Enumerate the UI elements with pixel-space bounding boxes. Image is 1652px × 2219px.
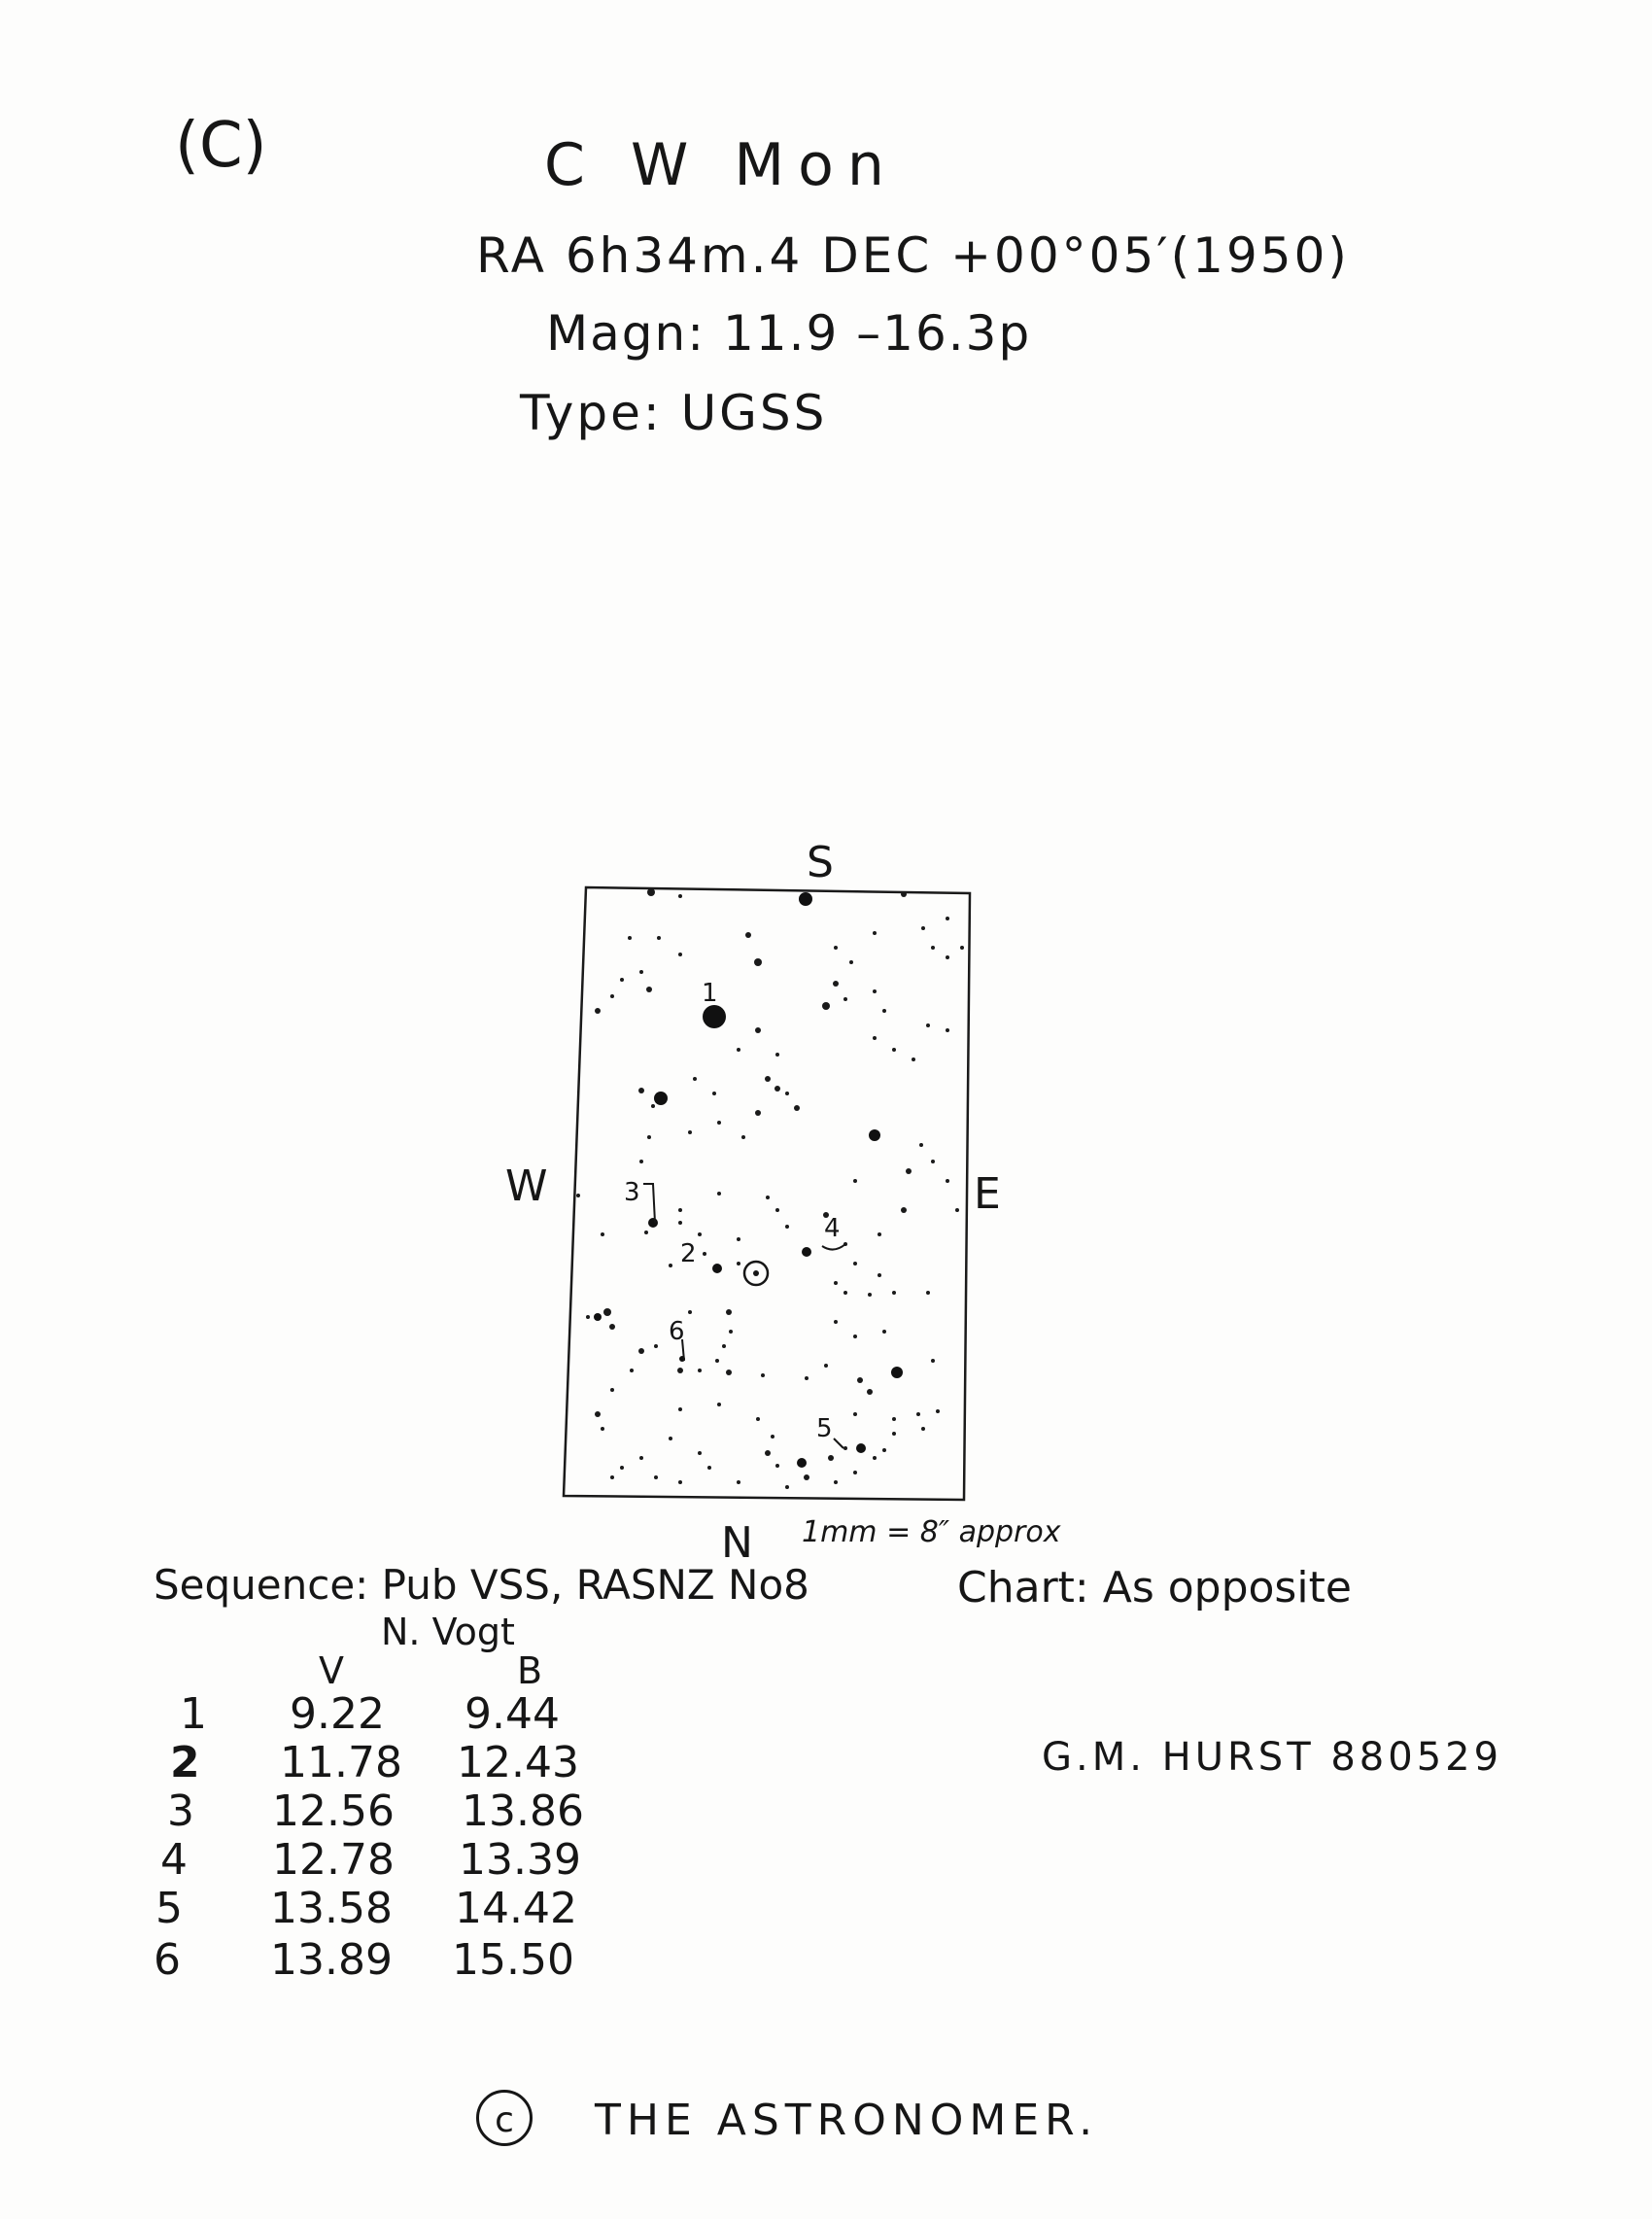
bright-star — [799, 892, 812, 906]
field-star — [756, 1417, 760, 1421]
field-star — [873, 1456, 877, 1460]
field-star — [755, 1027, 761, 1033]
comp-label-1: 1 — [702, 979, 718, 1008]
field-star — [878, 1232, 881, 1236]
comp-label-5: 5 — [816, 1414, 833, 1443]
field-star — [628, 936, 632, 940]
field-star — [737, 1480, 740, 1484]
coordinates: RA 6h34m.4 DEC +00°05′(1950) — [476, 227, 1350, 284]
field-star — [804, 1474, 809, 1480]
field-star — [931, 946, 935, 950]
field-star — [882, 1448, 886, 1452]
field-star — [677, 1368, 683, 1373]
field-star — [878, 1273, 881, 1277]
row-6-b: 15.50 — [452, 1935, 574, 1985]
label-east: E — [974, 1169, 1001, 1219]
field-star — [698, 1451, 702, 1455]
star-name: C W Mon — [544, 131, 898, 199]
field-star — [761, 1373, 765, 1377]
field-star — [715, 1359, 719, 1363]
field-star — [601, 1232, 604, 1236]
column-header-v: V — [319, 1649, 344, 1692]
chart-note: Chart: As opposite — [957, 1563, 1352, 1612]
comp-label-3: 3 — [624, 1178, 640, 1207]
row-4-b: 13.39 — [459, 1835, 581, 1885]
field-star — [919, 1143, 923, 1147]
field-star — [647, 888, 655, 896]
bright-star — [654, 1092, 668, 1105]
field-star — [882, 1009, 886, 1013]
field-star — [892, 1417, 896, 1421]
field-star — [834, 1320, 838, 1324]
row-2-id: 2 — [170, 1738, 200, 1787]
field-star — [766, 1196, 770, 1199]
field-star — [576, 1194, 580, 1197]
bright-star — [703, 1005, 726, 1028]
field-star — [912, 1057, 915, 1061]
field-star — [717, 1403, 721, 1406]
field-star — [873, 931, 877, 935]
row-1-b: 9.44 — [465, 1689, 560, 1739]
field-star — [822, 1002, 830, 1010]
field-star — [729, 1330, 733, 1334]
comp-leader-4 — [822, 1244, 845, 1250]
field-star — [737, 1048, 740, 1052]
field-star — [638, 1088, 644, 1093]
field-star — [785, 1485, 789, 1489]
field-star — [960, 946, 964, 950]
field-star — [828, 1455, 834, 1461]
field-star — [834, 946, 838, 950]
bright-star — [594, 1313, 602, 1321]
bright-star — [802, 1247, 811, 1257]
field-star — [794, 1105, 800, 1111]
sequence-author: N. Vogt — [381, 1611, 515, 1653]
row-5-id: 5 — [155, 1884, 183, 1933]
comp-leader-5 — [834, 1439, 843, 1448]
field-star — [946, 955, 949, 959]
row-3-b: 13.86 — [462, 1786, 584, 1836]
field-star — [931, 1359, 935, 1363]
variable-marker-dot — [753, 1270, 759, 1276]
field-star — [853, 1335, 857, 1338]
label-south: S — [807, 838, 834, 887]
row-5-v: 13.58 — [270, 1884, 393, 1933]
field-star — [737, 1237, 740, 1241]
field-star — [926, 1023, 930, 1027]
field-star — [775, 1464, 779, 1468]
field-star — [926, 1291, 930, 1295]
field-star — [946, 1179, 949, 1183]
field-star — [651, 1104, 655, 1108]
field-star — [901, 1207, 907, 1213]
corner-mark: (C) — [175, 110, 267, 182]
bright-star — [797, 1458, 807, 1468]
row-3-id: 3 — [167, 1786, 194, 1836]
field-star — [955, 1208, 959, 1212]
bright-star — [648, 1218, 658, 1228]
row-1-v: 9.22 — [290, 1689, 385, 1739]
scale-note: 1mm = 8″ approx — [802, 1515, 1061, 1549]
field-star — [853, 1412, 857, 1416]
field-star — [833, 981, 839, 987]
field-star — [669, 1264, 672, 1267]
field-star — [620, 1466, 624, 1470]
field-star — [916, 1412, 920, 1416]
field-star — [843, 1291, 847, 1295]
field-star — [946, 1028, 949, 1032]
field-star — [639, 1160, 643, 1163]
field-star — [678, 1221, 682, 1225]
field-star — [765, 1450, 771, 1456]
field-star — [688, 1130, 692, 1134]
field-star — [775, 1208, 779, 1212]
field-star — [678, 1480, 682, 1484]
field-star — [931, 1160, 935, 1163]
field-star — [892, 1432, 896, 1436]
field-star — [722, 1344, 726, 1348]
sequence-source: Sequence: Pub VSS, RASNZ No8 — [154, 1561, 809, 1609]
comp-label-6: 6 — [669, 1317, 685, 1346]
field-star — [654, 1475, 658, 1479]
comp-leader-3 — [643, 1184, 655, 1223]
field-star — [603, 1308, 611, 1316]
field-star — [712, 1092, 716, 1095]
field-star — [853, 1179, 857, 1183]
field-star — [834, 1480, 838, 1484]
field-star — [678, 894, 682, 898]
field-star — [609, 1324, 615, 1330]
field-star — [921, 1427, 925, 1431]
observer-signature: G.M. HURST 880529 — [1042, 1735, 1503, 1780]
field-star — [946, 917, 949, 920]
row-6-id: 6 — [154, 1935, 181, 1985]
field-star — [638, 1348, 644, 1354]
field-star — [867, 1389, 873, 1395]
field-star — [853, 1262, 857, 1266]
field-star — [741, 1135, 745, 1139]
field-star — [755, 1110, 761, 1116]
field-star — [595, 1008, 601, 1014]
field-star — [775, 1053, 779, 1057]
comp-label-4: 4 — [824, 1214, 841, 1243]
field-star — [853, 1471, 857, 1474]
bright-star — [891, 1367, 903, 1378]
bright-star — [712, 1264, 722, 1273]
field-star — [726, 1309, 732, 1315]
field-star — [601, 1427, 604, 1431]
label-west: W — [505, 1162, 548, 1211]
field-star — [754, 958, 762, 966]
field-star — [646, 987, 652, 992]
field-star — [849, 960, 853, 964]
field-star — [892, 1048, 896, 1052]
field-star — [921, 926, 925, 930]
field-star — [610, 1475, 614, 1479]
field-star — [678, 953, 682, 956]
field-star — [620, 978, 624, 982]
comp-label-2: 2 — [680, 1239, 697, 1268]
field-star — [647, 1135, 651, 1139]
field-star — [630, 1369, 634, 1372]
field-star — [873, 989, 877, 993]
field-star — [737, 1262, 740, 1266]
field-star — [698, 1369, 702, 1372]
field-star — [785, 1225, 789, 1229]
field-star — [703, 1252, 706, 1256]
row-3-v: 12.56 — [272, 1786, 395, 1836]
field-star — [595, 1411, 601, 1417]
field-star — [906, 1168, 912, 1174]
field-star — [610, 994, 614, 998]
field-star — [901, 891, 907, 897]
field-star — [936, 1409, 940, 1413]
field-star — [669, 1437, 672, 1440]
field-star — [688, 1310, 692, 1314]
column-header-b: B — [517, 1649, 543, 1692]
field-star — [765, 1076, 771, 1082]
field-star — [657, 936, 661, 940]
field-star — [882, 1330, 886, 1334]
row-4-id: 4 — [160, 1835, 188, 1885]
field-star — [678, 1208, 682, 1212]
field-star — [693, 1077, 697, 1081]
field-star — [654, 1344, 658, 1348]
copyright-text: THE ASTRONOMER. — [595, 2096, 1099, 2145]
field-star — [678, 1407, 682, 1411]
field-star — [857, 1377, 863, 1383]
field-star — [717, 1192, 721, 1196]
row-2-b: 12.43 — [457, 1738, 579, 1787]
field-star — [774, 1086, 780, 1092]
field-star — [843, 1446, 847, 1450]
row-1-id: 1 — [180, 1689, 207, 1739]
row-5-b: 14.42 — [455, 1884, 577, 1933]
field-star — [785, 1092, 789, 1095]
magnitude-range: Magn: 11.9 –16.3p — [546, 305, 1032, 362]
copyright-icon: c — [476, 2090, 533, 2146]
field-star — [610, 1388, 614, 1392]
field-star — [843, 997, 847, 1001]
field-star — [745, 932, 751, 938]
row-6-v: 13.89 — [270, 1935, 393, 1985]
row-4-v: 12.78 — [272, 1835, 395, 1885]
field-star — [639, 970, 643, 974]
field-star — [834, 1281, 838, 1285]
field-star — [868, 1293, 872, 1297]
field-star — [698, 1232, 702, 1236]
variable-type: Type: UGSS — [520, 385, 828, 441]
bright-star — [856, 1443, 866, 1453]
field-star — [892, 1291, 896, 1295]
field-star — [726, 1370, 732, 1375]
field-star — [639, 1456, 643, 1460]
field-star — [717, 1121, 721, 1125]
field-star — [873, 1036, 877, 1040]
field-star — [805, 1376, 809, 1380]
field-star — [586, 1315, 590, 1319]
bright-star — [869, 1129, 880, 1141]
field-star — [771, 1435, 774, 1439]
row-2-v: 11.78 — [280, 1738, 402, 1787]
variable-marker — [744, 1262, 768, 1285]
label-north: N — [721, 1518, 753, 1568]
field-star — [644, 1231, 648, 1234]
field-star — [707, 1466, 711, 1470]
field-star — [824, 1364, 828, 1368]
